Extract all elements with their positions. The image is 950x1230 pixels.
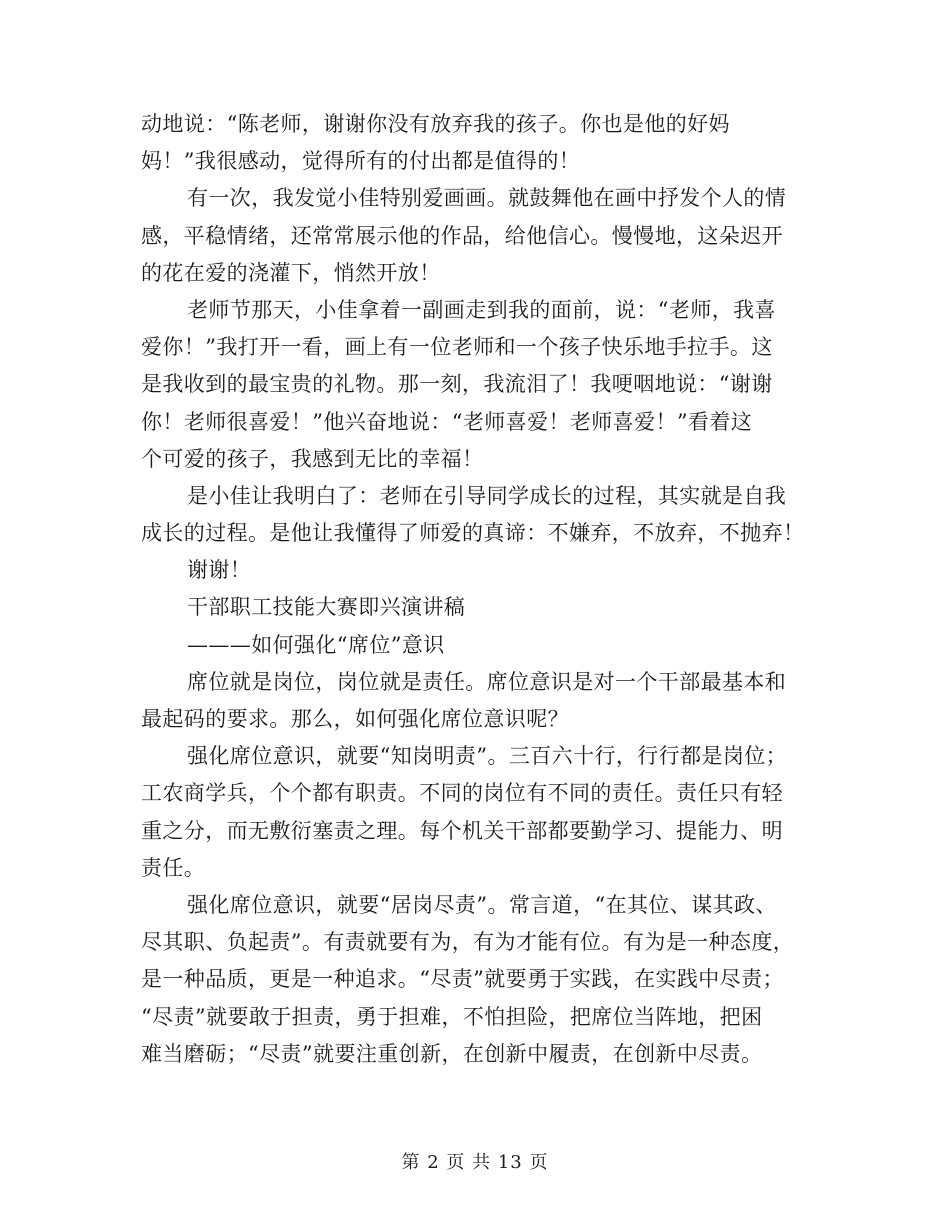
text-line: 难当磨砺；“尽责”就要注重创新，在创新中履责，在创新中尽责。 xyxy=(141,1041,763,1066)
text-line: 工农商学兵，个个都有职责。不同的岗位有不同的责任。责任只有轻 xyxy=(141,781,783,806)
text-line: 责任。 xyxy=(141,855,206,880)
text-line: 尽其职、负起责”。有责就要有为，有为才能有位。有为是一种态度， xyxy=(141,930,795,955)
text-line: 个可爱的孩子，我感到无比的幸福！ xyxy=(141,446,484,471)
page-number-footer: 第 2 页 共 13 页 xyxy=(401,1152,549,1173)
section-title: 干部职工技能大赛即兴演讲稿 xyxy=(187,595,466,620)
closing-line: 谢谢！ xyxy=(187,558,252,583)
text-line: 你！老师很喜爱！”他兴奋地说：“老师喜爱！老师喜爱！”看着这 xyxy=(141,409,753,434)
text-line: “尽责”就要敢于担责，勇于担难，不怕担险，把席位当阵地，把困 xyxy=(141,1004,763,1029)
text-line: 是小佳让我明白了：老师在引导同学成长的过程，其实就是自我 xyxy=(187,483,787,508)
text-line: 爱你！”我打开一看，画上有一位老师和一个孩子快乐地手拉手。这 xyxy=(141,335,773,360)
text-line: 是一种品质，更是一种追求。“尽责”就要勇于实践，在实践中尽责； xyxy=(141,967,784,992)
text-line: 强化席位意识，就要“居岗尽责”。常言道，“在其位、谋其政、 xyxy=(187,892,777,917)
text-line: 强化席位意识，就要“知岗明责”。三百六十行，行行都是岗位； xyxy=(187,744,788,769)
text-line: 老师节那天，小佳拿着一副画走到我的面前，说：“老师，我喜 xyxy=(187,297,776,322)
text-line: 妈！”我很感动，觉得所有的付出都是值得的！ xyxy=(141,149,581,174)
text-line: 有一次，我发觉小佳特别爱画画。就鼓舞他在画中抒发个人的情 xyxy=(187,186,787,211)
text-line: 席位就是岗位，岗位就是责任。席位意识是对一个干部最基本和 xyxy=(187,669,787,694)
text-line: 动地说：“陈老师，谢谢你没有放弃我的孩子。你也是他的好妈 xyxy=(141,112,730,136)
text-line: 最起码的要求。那么，如何强化席位意识呢？ xyxy=(141,707,569,731)
text-line: 感，平稳情绪，还常常展示他的作品，给他信心。慢慢地，这朵迟开 xyxy=(141,223,783,248)
text-line: 的花在爱的浇灌下，悄然开放！ xyxy=(141,260,441,285)
text-line: 重之分，而无敷衍塞责之理。每个机关干部都要勤学习、提能力、明 xyxy=(141,818,783,843)
document-body xyxy=(141,106,807,1073)
section-subtitle: ———如何强化“席位”意识 xyxy=(187,632,445,657)
text-line: 成长的过程。是他让我懂得了师爱的真谛：不嫌弃，不放弃，不抛弃！ xyxy=(141,521,805,546)
text-line: 是我收到的最宝贵的礼物。那一刻，我流泪了！我哽咽地说：“谢谢 xyxy=(141,372,773,397)
